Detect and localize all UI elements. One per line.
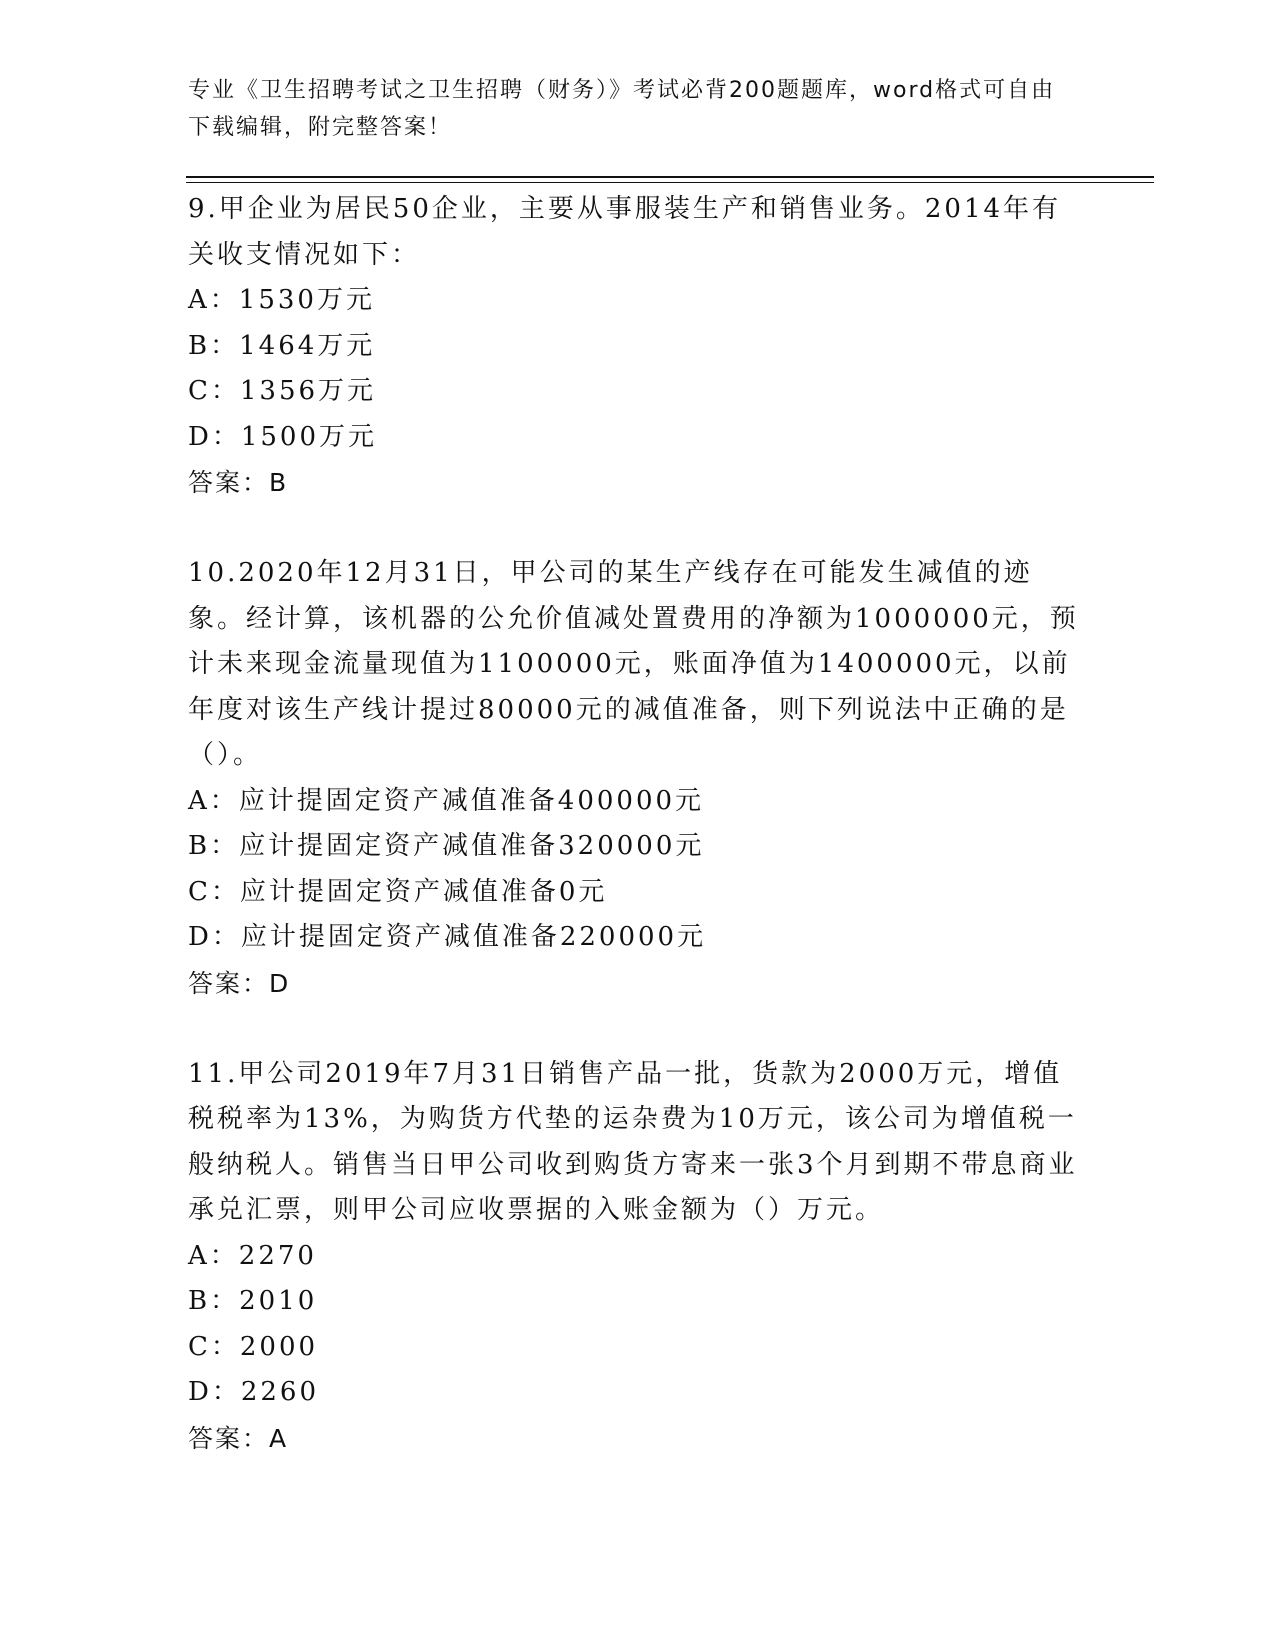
option-b: B：2010 [188, 1286, 318, 1316]
option-a: A：2270 [188, 1240, 317, 1271]
option-c: C：应计提固定资产减值准备0元 [188, 876, 608, 907]
question-stem: 9.甲企业为居民50企业，主要从事服装生产和销售业务。2014年有关收支情况如下： [188, 194, 1062, 270]
question-stem: 11.甲公司2019年7月31日销售产品一批，货款为2000万元，增值税税率为13%，为购货方代垫的运杂费为10万元，该公司为增值税一般纳税人。销售当日甲公司收到购货方寄来一张3个月到期不带息商业承兑汇票，则甲公司应收票据的入账金额为（）万元。 [188, 1058, 1078, 1225]
option-a: A：应计提固定资产减值准备400000元 [188, 785, 705, 816]
question-list [188, 187, 1088, 1507]
option-a: A：1530万元 [188, 285, 375, 315]
option-d: D：2260 [188, 1377, 320, 1407]
option-c: C：2000 [188, 1331, 319, 1362]
answer-line: 答案：A [188, 1423, 289, 1453]
header-rule-thin [186, 182, 1154, 183]
option-b: B：应计提固定资产减值准备320000元 [188, 831, 705, 861]
question-9 [188, 187, 1088, 506]
option-b: B：1464万元 [188, 330, 376, 361]
question-stem: 10.2020年12月31日，甲公司的某生产线存在可能发生减值的迹象。经计算，该机器的公允价值减处置费用的净额为1000000元，预计未来现金流量现值为1100000元，账面净值为1400000元，以前年度对该生产线计提过80000元的减值准备，则下列说法中正确的是（）。 [188, 558, 1079, 770]
header-rule-thick [186, 176, 1154, 178]
answer-line: 答案：D [188, 968, 291, 998]
question-10 [188, 551, 1088, 1006]
option-d: D：1500万元 [188, 421, 378, 452]
option-c: C：1356万元 [188, 376, 377, 406]
answer-line: 答案：B [188, 468, 289, 497]
question-11 [188, 1052, 1088, 1462]
document-header: 专业《卫生招聘考试之卫生招聘（财务）》考试必背200题题库，word格式可自由下载编辑，附完整答案！ [188, 78, 1056, 140]
option-d: D：应计提固定资产减值准备220000元 [188, 922, 707, 952]
